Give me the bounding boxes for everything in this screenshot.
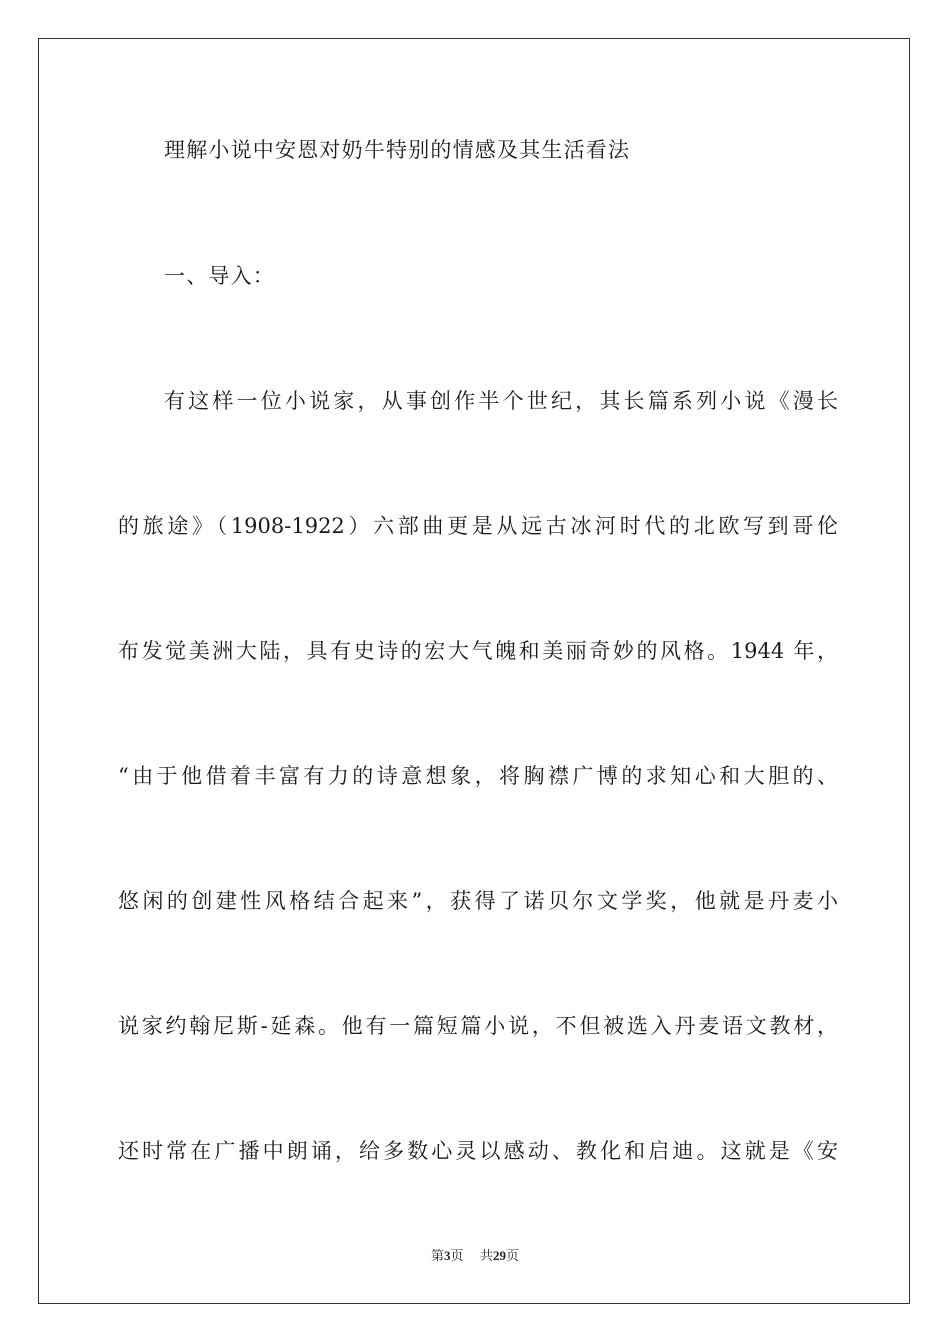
paragraph-line-1: 有这样一位小说家，从事创作半个世纪，其长篇系列小说《漫长 [164,389,838,413]
objective-line: 理解小说中安恩对奶牛特别的情感及其生活看法 [164,138,631,162]
total-pages-number: 29 [493,1248,507,1263]
paragraph-line-4: “由于他借着丰富有力的诗意想象，将胸襟广博的求知心和大胆的、 [118,764,838,788]
paragraph-line-5: 悠闲的创建性风格结合起来”，获得了诺贝尔文学奖，他就是丹麦小 [118,889,838,913]
footer-prefix: 第 [430,1249,444,1264]
paragraph-line-3: 布发觉美洲大陆，具有史诗的宏大气魄和美丽奇妙的风格。1944 年， [118,639,838,663]
section-heading: 一、导入： [164,264,275,288]
page-footer [0,1245,950,1264]
current-page-number: 3 [443,1248,451,1263]
footer-page-suffix: 页 [450,1249,464,1264]
paragraph-line-2: 的旅途》（1908-1922）六部曲更是从远古冰河时代的北欧写到哥伦 [118,514,838,538]
paragraph-line-6: 说家约翰尼斯-延森。他有一篇短篇小说，不但被选入丹麦语文教材， [118,1014,838,1038]
paragraph-line-7: 还时常在广播中朗诵，给多数心灵以感动、教化和启迪。这就是《安 [118,1139,838,1163]
page-border [38,38,910,1304]
footer-total-suffix: 页 [506,1249,520,1264]
footer-total-prefix: 共 [480,1249,494,1264]
